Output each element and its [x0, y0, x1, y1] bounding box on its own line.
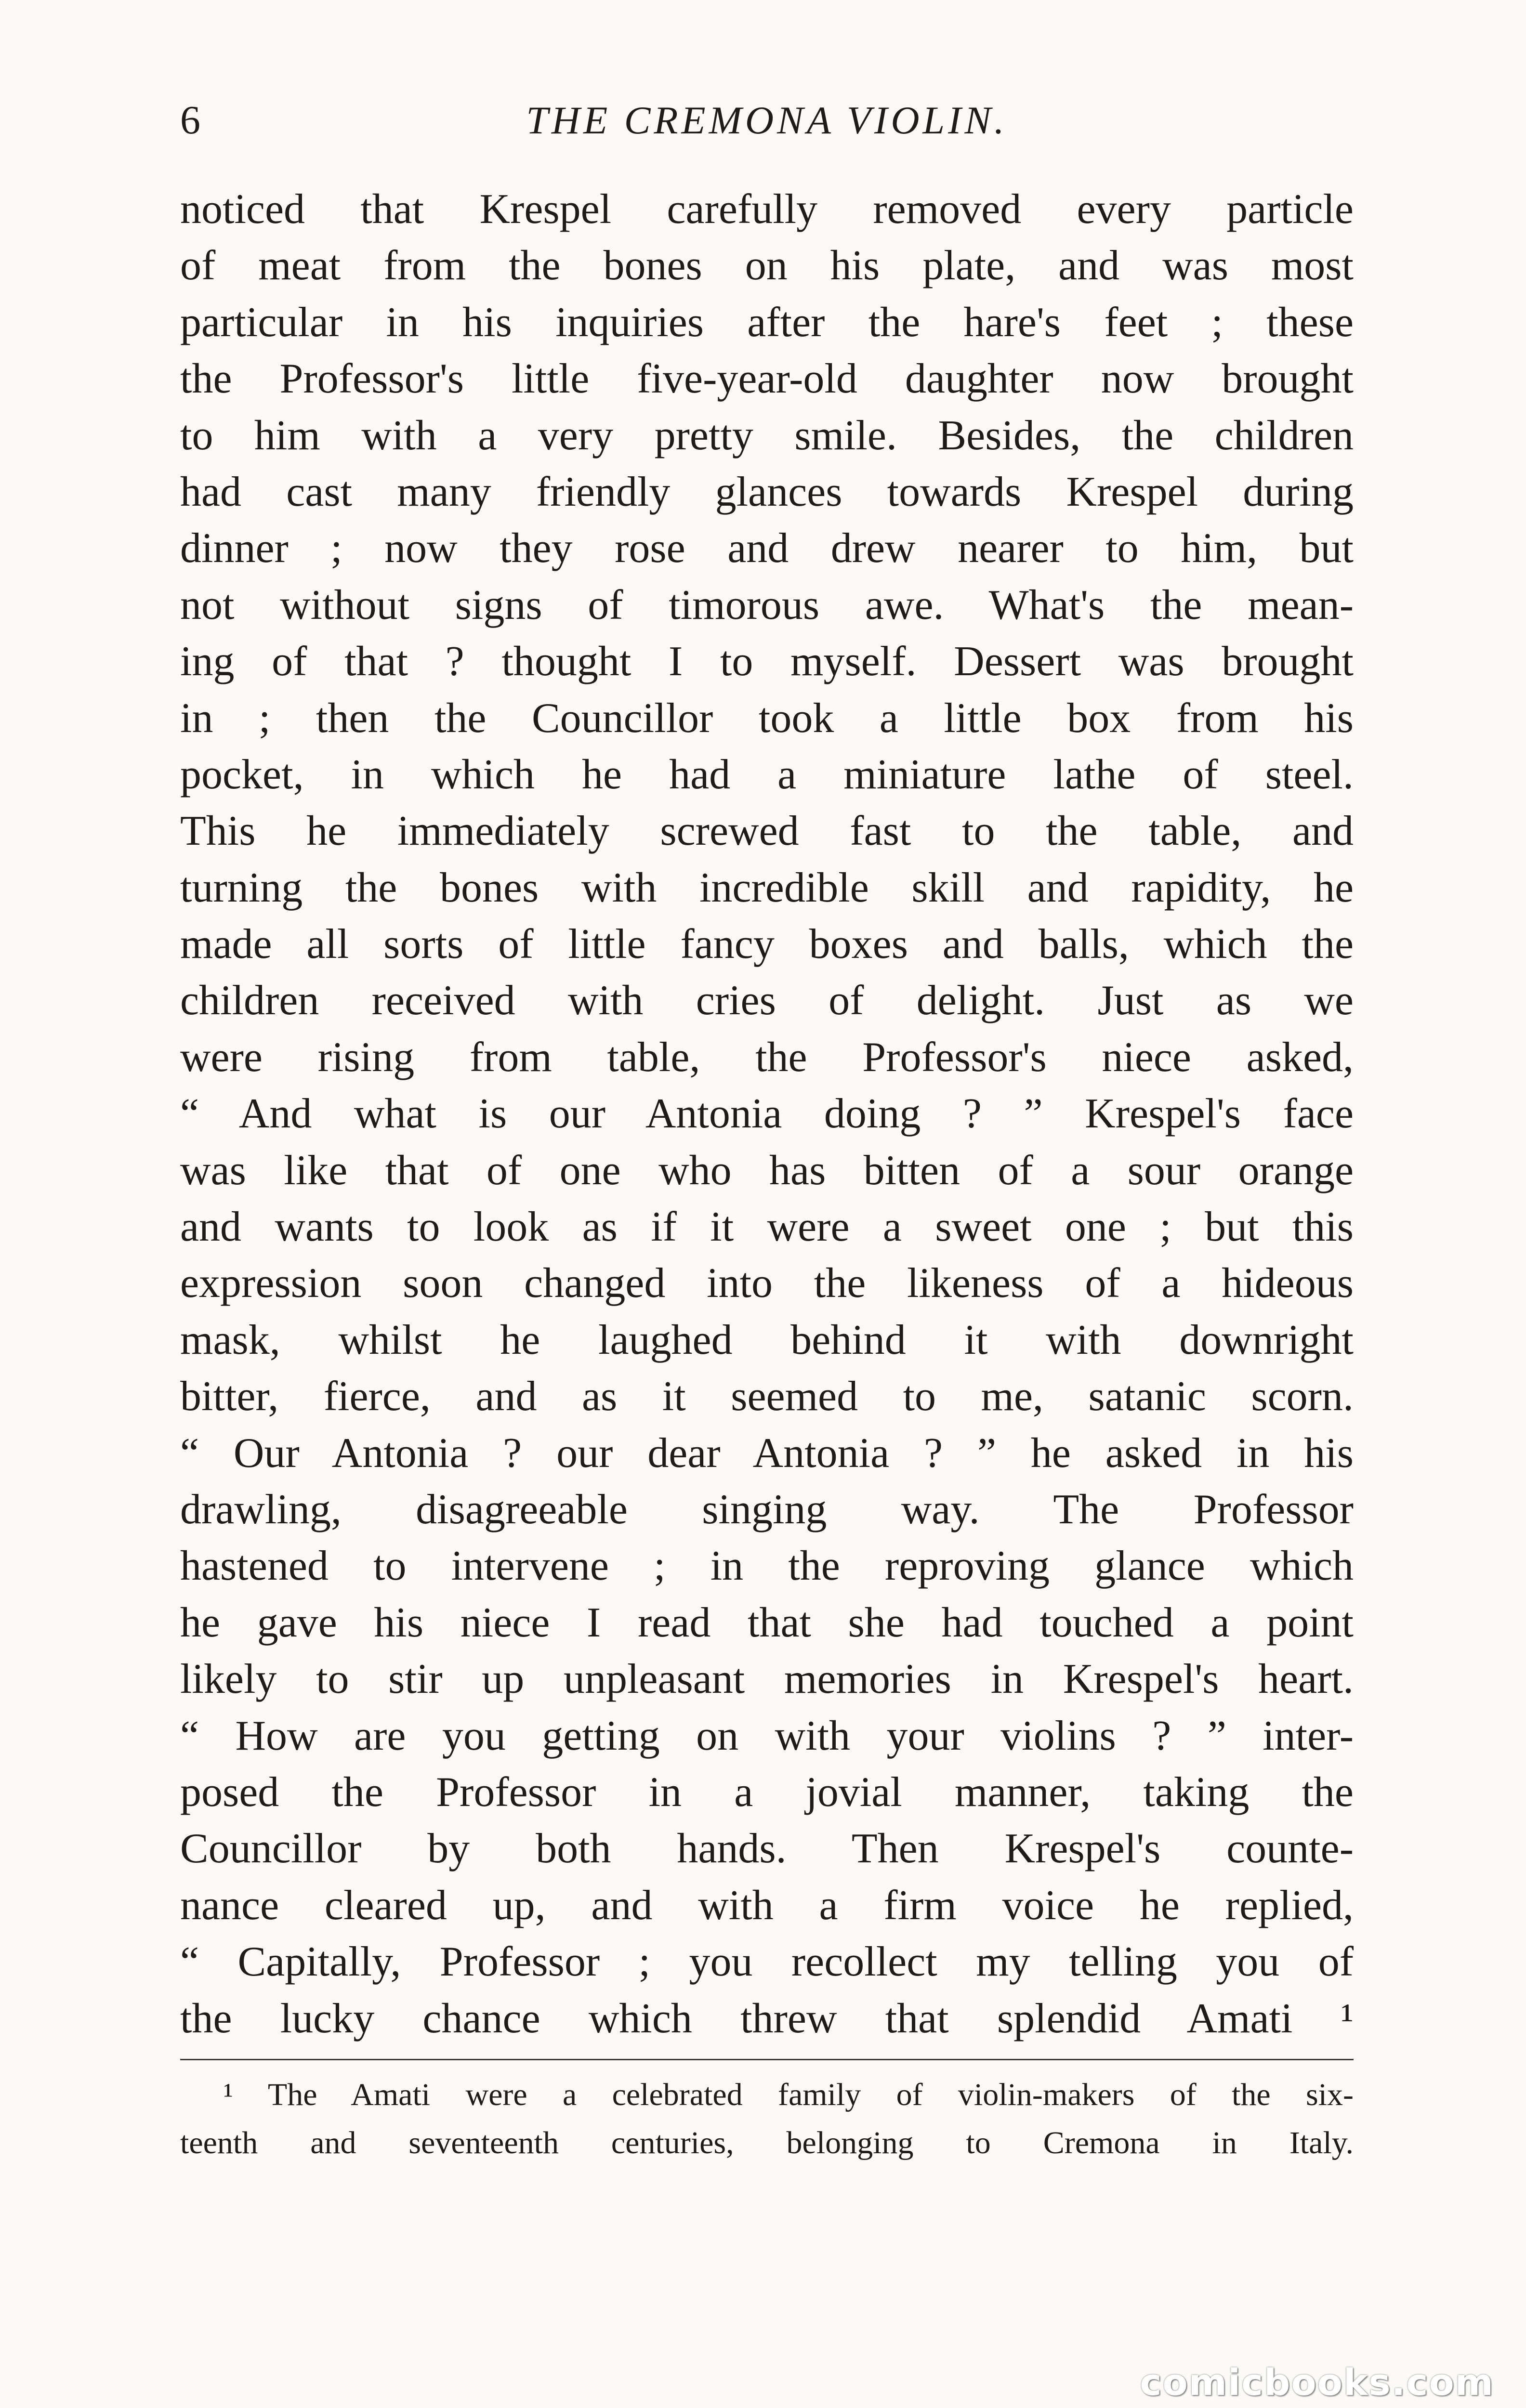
text-line: pocket, in which he had a miniature lathe of steel.: [180, 751, 1354, 798]
text-line: “ Capitally, Professor ; you recollect my telling you of: [180, 1938, 1354, 1986]
text-line: had cast many friendly glances towards Krespel during: [180, 468, 1354, 515]
page-number: 6: [180, 98, 200, 143]
text-line: dinner ; now they rose and drew nearer to him, but: [180, 525, 1354, 572]
text-line: “ And what is our Antonia doing ? ” Krespel's face: [180, 1090, 1354, 1138]
running-title: THE CREMONA VIOLIN.: [526, 98, 1008, 142]
footnote-line: ¹ The Amati were a celebrated family of violin-makers of the six-: [224, 2077, 1354, 2112]
text-line: the Professor's little five-year-old daughter now brought: [180, 355, 1354, 403]
footnote: [180, 2071, 1354, 2167]
text-line: ing of that ? thought I to myself. Dessert was brought: [180, 638, 1354, 685]
text-line: “ How are you getting on with your violins ? ” inter-: [180, 1712, 1354, 1759]
text-line: turning the bones with incredible skill and rapidity, he: [180, 864, 1354, 911]
watermark: comicbooks.com: [1140, 2361, 1494, 2404]
text-line: made all sorts of little fancy boxes and balls, which the: [180, 921, 1354, 968]
text-line: noticed that Krespel carefully removed every particle: [180, 186, 1354, 233]
text-line: mask, whilst he laughed behind it with downright: [180, 1316, 1354, 1363]
text-line: Councillor by both hands. Then Krespel's counte-: [180, 1825, 1354, 1872]
text-line: expression soon changed into the likeness of a hideous: [180, 1260, 1354, 1307]
text-line: likely to stir up unpleasant memories in Krespel's heart.: [180, 1656, 1354, 1703]
body-text: [180, 181, 1354, 2047]
text-line: hastened to intervene ; in the reproving glance which: [180, 1543, 1354, 1590]
footnote-line: teenth and seventeenth centuries, belonging to Cremona in Italy.: [180, 2125, 1354, 2160]
running-head: [180, 92, 1354, 149]
text-line: and wants to look as if it were a sweet one ; but this: [180, 1204, 1354, 1251]
text-line: posed the Professor in a jovial manner, taking the: [180, 1768, 1354, 1816]
text-line: in ; then the Councillor took a little box from his: [180, 694, 1354, 742]
text-line: bitter, fierce, and as it seemed to me, satanic scorn.: [180, 1373, 1354, 1420]
text-line: were rising from table, the Professor's niece asked,: [180, 1034, 1354, 1081]
text-line: not without signs of timorous awe. What's the mean-: [180, 581, 1354, 628]
text-line: “ Our Antonia ? our dear Antonia ? ” he asked in his: [180, 1429, 1354, 1477]
text-line: was like that of one who has bitten of a sour orange: [180, 1147, 1354, 1194]
text-line: particular in his inquiries after the hare's feet ; these: [180, 299, 1354, 346]
text-line: the lucky chance which threw that splendid Amati ¹: [180, 1995, 1354, 2042]
footnote-divider: [180, 2059, 1354, 2060]
text-line: drawling, disagreeable singing way. The Professor: [180, 1486, 1354, 1533]
text-line: children received with cries of delight. Just as we: [180, 977, 1354, 1024]
text-line: This he immediately screwed fast to the table, and: [180, 808, 1354, 855]
text-line: nance cleared up, and with a firm voice he replied,: [180, 1882, 1354, 1929]
text-line: to him with a very pretty smile. Besides, the children: [180, 412, 1354, 459]
text-line: of meat from the bones on his plate, and was most: [180, 242, 1354, 289]
text-line: he gave his niece I read that she had touched a point: [180, 1599, 1354, 1646]
